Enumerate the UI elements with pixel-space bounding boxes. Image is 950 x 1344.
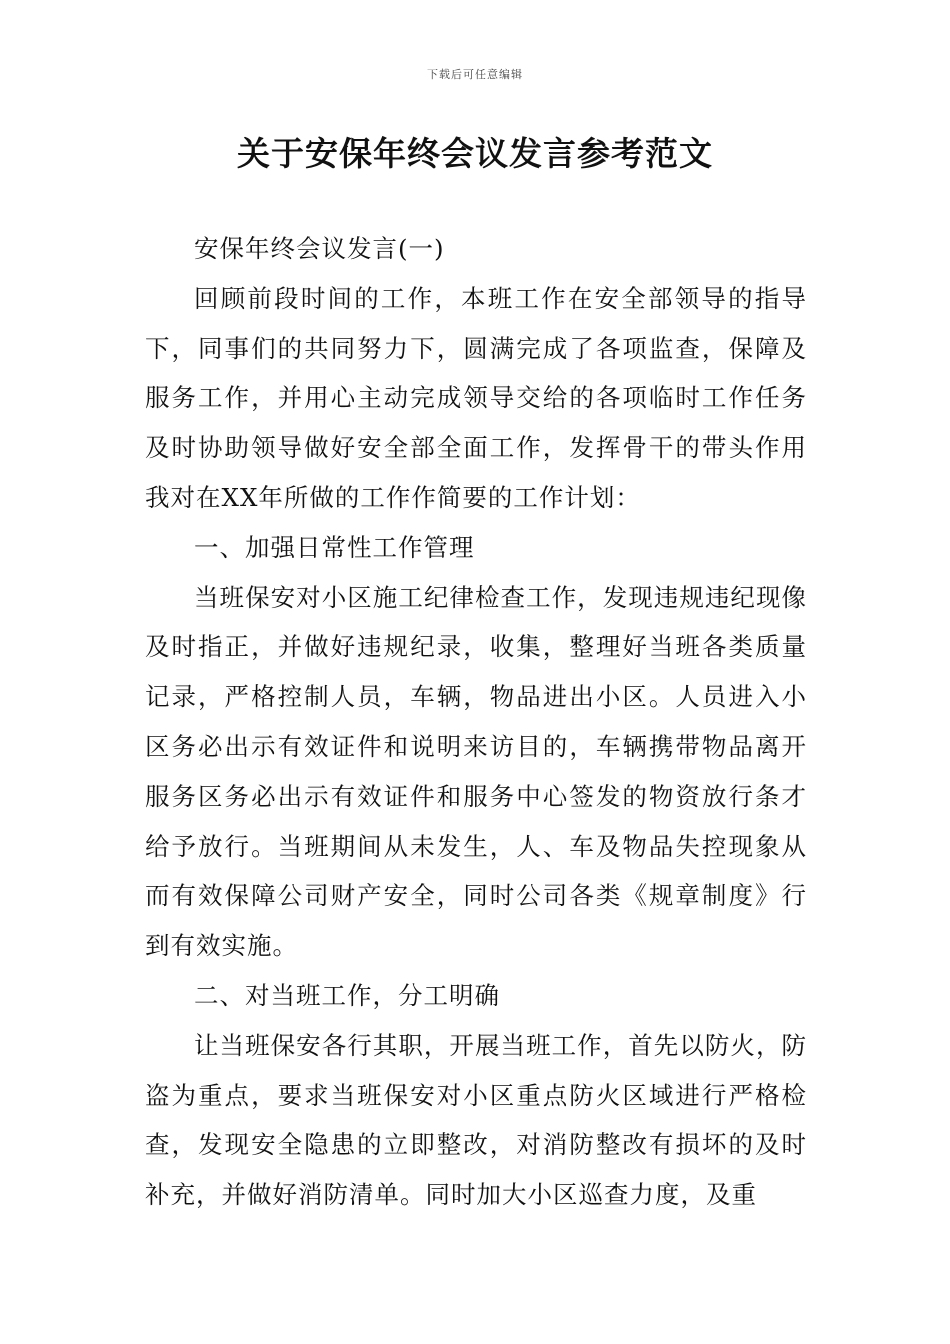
section-heading: 二、对当班工作，分工明确 — [194, 980, 500, 1010]
paragraph-intro: 回顾前段时间的工作，本班工作在安全部领导的指导下，同事们的共同努力下，圆满完成了各项监查，保障及服务工作，并用心主动完成领导交给的各项临时工作任务及时协助领导做好安全部全面工作，发挥骨干的带头作用我对在XX年所做的工作作简要的工作计划： — [145, 283, 807, 512]
document-title: 关于安保年终会议发言参考范文 — [237, 134, 713, 173]
document-body — [145, 224, 807, 1220]
section-heading: 一、加强日常性工作管理 — [194, 532, 475, 562]
section-heading: 安保年终会议发言(一) — [194, 234, 445, 263]
paragraph: 当班保安对小区施工纪律检查工作，发现违规违纪现像及时指正，并做好违规纪录，收集，整理好当班各类质量记录，严格控制人员，车辆，物品进出小区。人员进入小区务必出示有效证件和说明来访目的，车辆携带物品离开服务区务必出示有效证件和服务中心签发的物资放行条才给予放行。当班期间从未发生，人、车及物品失控现象从而有效保障公司财产安全，同时公司各类《规章制度》行到有效实施。 — [145, 582, 807, 961]
paragraph: 让当班保安各行其职，开展当班工作，首先以防火，防盗为重点，要求当班保安对小区重点防火区域进行严格检查，发现安全隐患的立即整改，对消防整改有损坏的及时补充，并做好消防清单。同时加大小区巡查力度，及重 — [145, 1030, 807, 1210]
header-note: 下载后可任意编辑 — [427, 68, 523, 81]
